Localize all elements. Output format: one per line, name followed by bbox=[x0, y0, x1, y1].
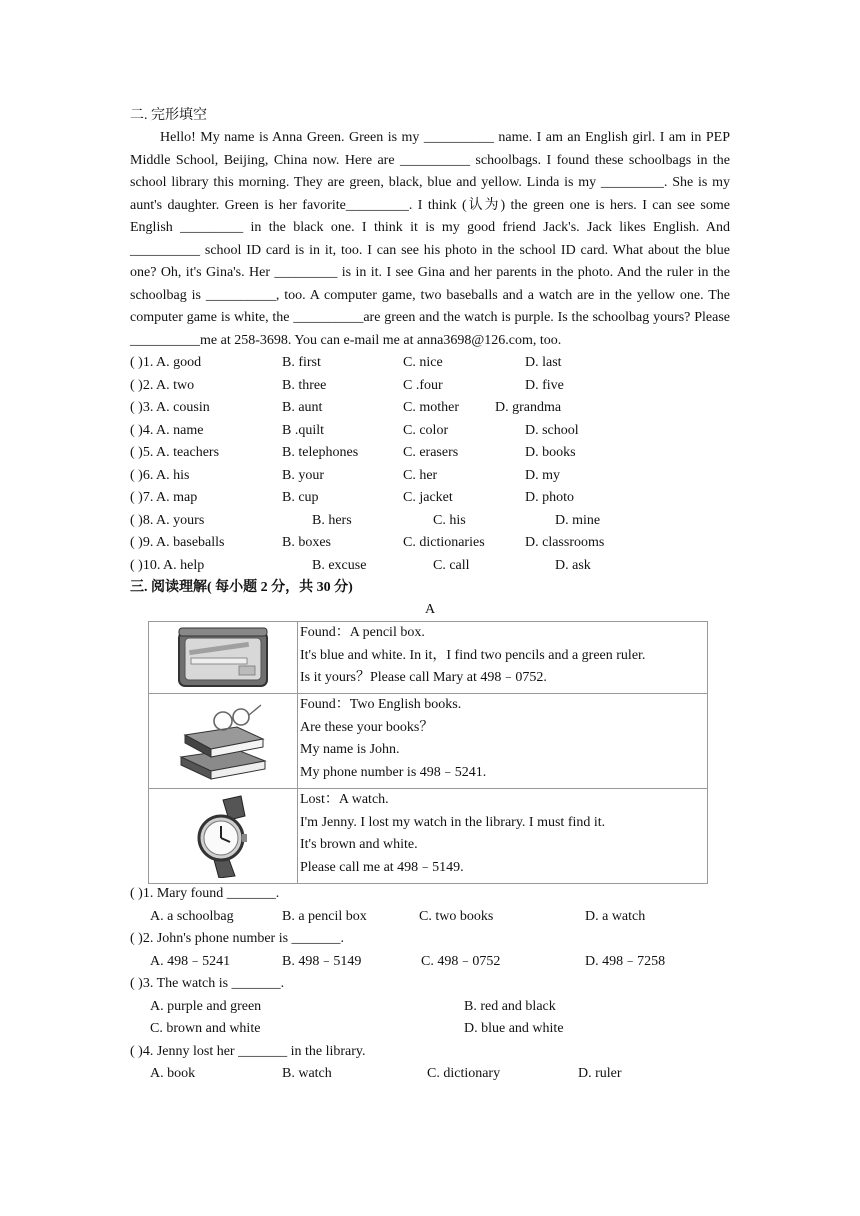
reading-question-stem: ( )3. The watch is _______. bbox=[130, 976, 285, 991]
reading-question-stem: ( )2. John's phone number is _______. bbox=[130, 931, 345, 946]
reading-section-title: 三. 阅读理解( 每小题 2 分，共 30 分) bbox=[130, 580, 353, 595]
cloze-passage: Hello! My name is Anna Green. Green is my __________ name. I am an English girl. I am in PEP Middle School, Beijing, China now. Here are __________ schoolbags. I found these schoolbags in the school library this morning. They are green, black, blue and yellow. Linda is my _________. She is my aunt's daughter. Green is her favorite_________. I think (认为) the green one is hers. I can see some English _________ in the black one. I think it is my good friend Jack's. Jack likes English. And __________ school ID card is in it, too. I can see his photo in the school ID card. What about the blue one? Oh, it's Gina's. Her _________ is in it. I see Gina and her parents in the photo. And the ruler in the schoolbag is __________, too. A computer game, two baseballs and a watch are in the yellow one. The computer game is white, the __________are green and the watch is purple. Is the schoolbag yours? Please __________me at 258-3698. You can e-mail me at anna3698@126.com, too. bbox=[130, 130, 730, 348]
reading-question-list bbox=[130, 883, 730, 1086]
cloze-question: ( )8. A. yours B. hers C. his D. mine bbox=[130, 512, 601, 528]
reading-question-options: A. book B. watch C. dictionary D. ruler bbox=[150, 1066, 622, 1081]
pencil-box-image bbox=[149, 622, 298, 694]
notice-row bbox=[149, 789, 708, 884]
reading-question-options: A. a schoolbag B. a pencil box C. two books D. a watch bbox=[150, 908, 646, 924]
cloze-question: ( )6. A. his B. your C. her D. my bbox=[130, 467, 560, 483]
notice-text: Lost：A watch. I'm Jenny. I lost my watch in the library. I must find it. It's brown and white. Please call me at 498﹣5149. bbox=[298, 789, 708, 884]
cloze-question: ( )10. A. help B. excuse C. call D. ask bbox=[130, 557, 591, 573]
notice-row bbox=[149, 694, 708, 789]
reading-question-stem: ( )4. Jenny lost her _______ in the library. bbox=[130, 1043, 366, 1059]
worksheet-page bbox=[130, 105, 730, 1086]
watch-image bbox=[149, 789, 298, 884]
reading-question-stem: ( )1. Mary found _______. bbox=[130, 886, 280, 901]
reading-part-label: A bbox=[424, 602, 436, 617]
notice-text: Found：Two English books. Are these your books？ My name is John. My phone number is 498﹣5241. bbox=[298, 694, 708, 789]
reading-question-options: C. brown and white D. blue and white bbox=[150, 1021, 564, 1036]
cloze-question: ( )7. A. map B. cup C. jacket D. photo bbox=[130, 490, 574, 505]
cloze-question: ( )2. A. two B. three C .four D. five bbox=[130, 377, 564, 393]
cloze-question-list bbox=[130, 352, 730, 577]
notice-row bbox=[149, 622, 708, 694]
reading-question-options: A. 498﹣5241 B. 498﹣5149 C. 498﹣0752 D. 498﹣7258 bbox=[150, 953, 666, 969]
reading-question-options: A. purple and green B. red and black bbox=[150, 998, 556, 1014]
notice-table-wrap bbox=[130, 621, 730, 883]
cloze-question: ( )3. A. cousin B. aunt C. mother D. grandma bbox=[130, 400, 562, 415]
notice-text: Found：A pencil box. It's blue and white. In it，I find two pencils and a green ruler. Is it yours？Please call Mary at 498﹣0752. bbox=[298, 622, 708, 694]
cloze-question: ( )4. A. name B .quilt C. color D. school bbox=[130, 422, 579, 438]
notice-table bbox=[148, 621, 708, 884]
cloze-question: ( )9. A. baseballs B. boxes C. dictionaries D. classrooms bbox=[130, 535, 605, 550]
cloze-question: ( )5. A. teachers B. telephones C. erasers D. books bbox=[130, 445, 576, 460]
cloze-section-title: 二. 完形填空 bbox=[130, 108, 207, 123]
cloze-question: ( )1. A. good B. first C. nice D. last bbox=[130, 355, 562, 370]
books-image bbox=[149, 694, 298, 789]
